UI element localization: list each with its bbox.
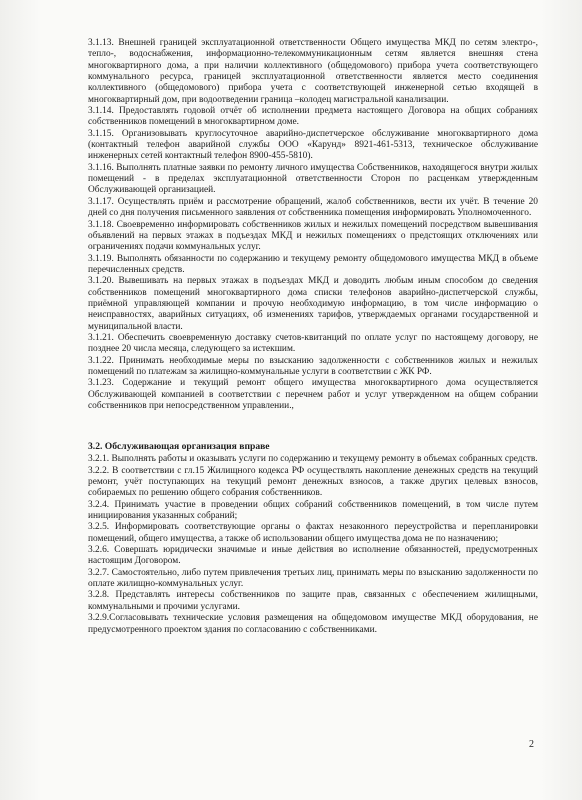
clause-3-2-5: 3.2.5. Информировать соответствующие органы о фактах незаконного переустройства и перепланировки помещений, общего имущества, а также об использовании общего имущества дома не по назначению; <box>88 522 538 544</box>
clause-3-2-2: 3.2.2. В соответствии с гл.15 Жилищного кодекса РФ осуществлять накопление денежных средств на текущий ремонт, учёт поступающих на текущий ремонт денежных взносов, а также других целевых взносов, собираемых по решению общего собрания собственников. <box>88 465 538 499</box>
clause-3-1-20: 3.1.20. Вывешивать на первых этажах в подъездах МКД и доводить любым иным способом до сведения собственников помещений многоквартирного дома списки телефонов аварийно-диспетчерской службы, приёмной управляющей компании и прочую необходимую информацию, в том числе информацию о неисправностях, аварийных ситуациях, об изменениях тарифов, утверждаемых органами государственной и муниципальной власти. <box>88 276 538 332</box>
clause-3-1-13: 3.1.13. Внешней границей эксплуатационной ответственности Общего имущества МКД по сетям электро-, тепло-, водоснабжения, информационно-телекоммуникационным сетям является внешняя стена многоквартирного дома, а при наличии коллективного (общедомового) прибора учета соответствующего коммунального ресурса, границей эксплуатационной ответственности является место соединения коллективного (общедомового) прибора учета с соответствующей инженерной сетью входящей в многоквартирный дом, при водоотведении граница –колодец магистральной канализации. <box>88 38 538 105</box>
page-number: 2 <box>529 739 534 750</box>
clause-3-1-16: 3.1.16. Выполнять платные заявки по ремонту личного имущества Собственников, находящегося внутри жилых помещений - в пределах эксплуатационной ответственности Сторон по расценкам утвержденным Обслуживающей организацией. <box>88 162 538 196</box>
clause-3-1-14: 3.1.14. Предоставлять годовой отчёт об исполнении предмета настоящего Договора на общих собраниях собственников помещений в многоквартирном доме. <box>88 106 538 128</box>
section-spacer <box>88 412 538 441</box>
clause-3-2-8: 3.2.8. Представлять интересы собственников по защите прав, связанных с обеспечением жилищными, коммунальными и прочими услугами. <box>88 590 538 612</box>
section-heading: 3.2. Обслуживающая организация вправе <box>88 441 270 453</box>
clause-3-2-1: 3.2.1. Выполнять работы и оказывать услуги по содержанию и текущему ремонту в объемах собранных средств. <box>88 454 538 465</box>
clause-3-1-19: 3.1.19. Выполнять обязанности по содержанию и текущему ремонту общедомового имущества МКД в объеме перечисленных средств. <box>88 253 538 275</box>
clause-3-2-6: 3.2.6. Совершать юридически значимые и иные действия во исполнение обязанностей, предусмотренных настоящим Договором. <box>88 545 538 567</box>
clause-3-2-4: 3.2.4. Принимать участие в проведении общих собраний собственников помещений, в том числе путем инициирования указанных собраний; <box>88 499 538 522</box>
clause-3-1-22: 3.1.22. Принимать необходимые меры по взысканию задолженности с собственников жилых и нежилых помещений по платежам за жилищно-коммунальные услуги в соответствии с ЖК РФ. <box>88 355 538 377</box>
clause-3-1-17: 3.1.17. Осуществлять приём и рассмотрение обращений, жалоб собственников, вести их учёт. В течение 20 дней со дня получения письменного заявления от собственника помещения информировать Уполномоченного. <box>88 196 538 219</box>
clause-3-1-21: 3.1.21. Обеспечить своевременную доставку счетов-квитанций по оплате услуг по настоящему договору, не позднее 20 числа месяца, следующего за истекшим. <box>88 332 538 355</box>
clause-3-1-15: 3.1.15. Организовывать круглосуточное аварийно-диспетчерское обслуживание многоквартирного дома (контактный телефон аварийной службы ООО «Карунд» 8921-461-5313, техническое обслуживание инженерных сетей контактный телефон 8900-455-5810). <box>88 128 538 162</box>
clause-3-2-9: 3.2.9.Согласовывать технические условия размещения на общедомовом имуществе МКД оборудования, не предусмотренного проектом здания по согласованию с собственниками. <box>88 613 538 635</box>
clause-3-2-7: 3.2.7. Самостоятельно, либо путем привлечения третьих лиц, принимать меры по взысканию задолженности по оплате жилищно-коммунальных услуг. <box>88 567 538 590</box>
clauses-3-1 <box>88 38 538 412</box>
clause-3-1-18: 3.1.18. Своевременно информировать собственников жилых и нежилых помещений посредством вывешивания объявлений на первых этажах в подъездах МКД и нежилых помещениях о предстоящих отключениях или ограничениях подачи коммунальных услуг. <box>88 219 538 253</box>
clauses-3-2 <box>88 454 538 636</box>
clause-3-1-23: 3.1.23. Содержание и текущий ремонт общего имущества многоквартирного дома осуществляется Обслуживающей компанией в соответствии с перечнем работ и услуг утвержденном на общем собрании собственников при непосредственном управлении., <box>88 378 538 411</box>
